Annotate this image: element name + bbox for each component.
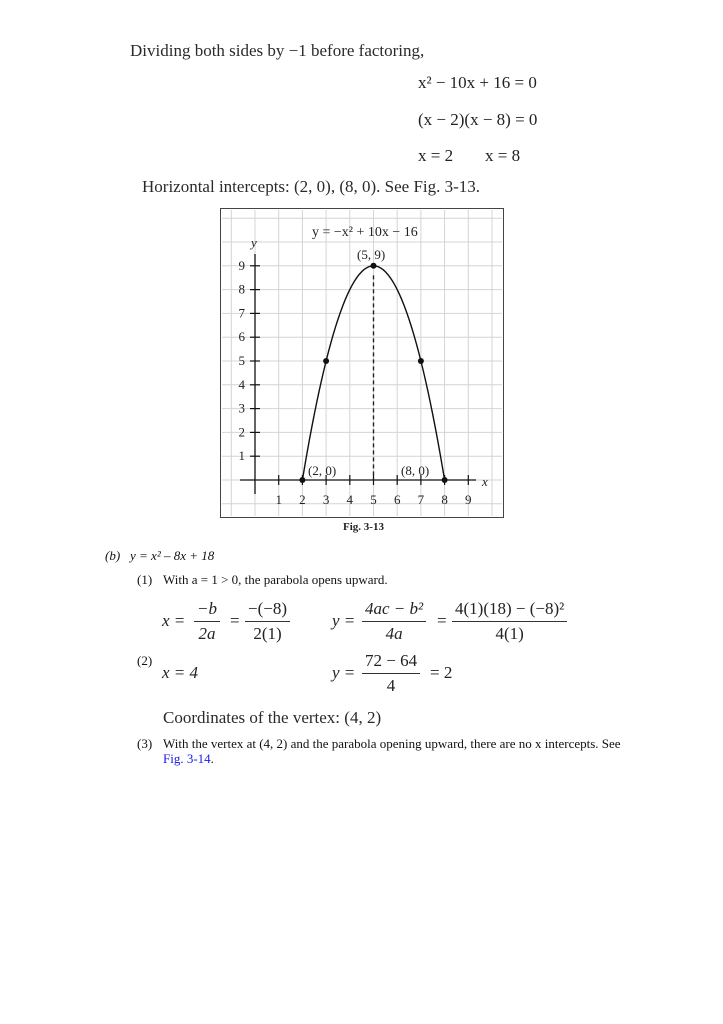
vertex-coordinates: Coordinates of the vertex: (4, 2): [163, 708, 382, 727]
x-tick-label: 5: [370, 492, 377, 507]
x-axis-label: x: [482, 474, 488, 489]
x-fraction-general-denominator: 2a: [198, 624, 216, 643]
y-tick-label: 6: [238, 329, 245, 345]
y-fraction-general-numerator: 4ac − b²: [362, 599, 426, 622]
y-tick-label: 9: [238, 257, 245, 273]
y-fraction-substituted-denominator: 4(1): [495, 624, 524, 643]
x-fraction-substituted: [245, 599, 290, 644]
y-fraction-general-denominator: 4a: [385, 624, 403, 643]
equation-label: y = −x² + 10x − 16: [312, 225, 418, 240]
x-tick-label: 8: [441, 492, 448, 507]
x-lhs: x =: [162, 611, 186, 630]
y-tick-label: 1: [238, 448, 245, 464]
x-tick-label: 4: [346, 492, 354, 507]
x-fraction-substituted-numerator: −(−8): [245, 599, 290, 622]
y-tick-label: 3: [238, 400, 245, 416]
intro-text: Dividing both sides by −1 before factoring,: [130, 41, 425, 60]
x-tick-label: 1: [275, 492, 282, 507]
left-intercept-label: (2, 0): [308, 463, 337, 478]
y-lhs: y =: [332, 611, 356, 630]
curve-point: [323, 358, 329, 364]
y-fraction-evaluated: [362, 651, 420, 696]
y-result: = 2: [430, 663, 453, 682]
y-fraction-substituted: [452, 599, 567, 644]
vertex-label: (5, 9): [357, 247, 386, 262]
x-tick-label: 7: [417, 492, 425, 507]
y-tick-label: 2: [238, 424, 245, 440]
equals-sign: =: [437, 611, 447, 630]
step3-number: (3): [137, 736, 153, 751]
step2-number: (2): [137, 653, 153, 668]
y-axis-label: y: [251, 235, 257, 250]
x-fraction-general: [194, 599, 220, 644]
curve-point: [418, 358, 424, 364]
fig-3-14-link[interactable]: Fig. 3-14: [163, 751, 211, 766]
curve-point: [371, 263, 377, 269]
y-lhs-result: y =: [332, 663, 356, 682]
y-tick-label: 4: [238, 376, 245, 392]
curve-point: [299, 477, 305, 483]
y-fraction-evaluated-numerator: 72 − 64: [362, 651, 420, 674]
solution-x1: x = 2: [418, 146, 454, 165]
part-b-function: y = x² – 8x + 18: [130, 548, 215, 563]
x-fraction-general-numerator: −b: [194, 599, 220, 622]
y-fraction-substituted-numerator: 4(1)(18) − (−8)²: [452, 599, 567, 622]
step3-line2: [163, 751, 214, 767]
y-tick-label: 5: [238, 353, 245, 368]
equation-factored: (x − 2)(x − 8) = 0: [418, 110, 538, 129]
intercepts-text: Horizontal intercepts: (2, 0), (8, 0). See Fig. 3-13.: [142, 177, 481, 196]
step1-text: With a = 1 > 0, the parabola opens upward.: [163, 572, 388, 587]
step3-text: With the vertex at (4, 2) and the parabola opening upward, there are no x intercepts. See: [163, 736, 621, 751]
equals-sign: =: [230, 611, 240, 630]
x-fraction-substituted-denominator: 2(1): [253, 624, 282, 643]
y-tick-label: 7: [238, 305, 245, 321]
x-result: x = 4: [162, 663, 199, 682]
figure-caption: Fig. 3-13: [343, 521, 384, 533]
equation-quadratic: x² − 10x + 16 = 0: [418, 73, 537, 92]
y-fraction-general: [362, 599, 426, 644]
y-fraction-evaluated-denominator: 4: [386, 676, 396, 695]
x-tick-label: 6: [393, 492, 401, 507]
x-tick-label: 9: [465, 492, 472, 507]
step1-number: (1): [137, 572, 153, 587]
curve-point: [442, 477, 448, 483]
right-intercept-label: (8, 0): [401, 463, 430, 478]
x-tick-label: 2: [299, 492, 306, 507]
parabola-figure: [220, 208, 504, 518]
solution-x2: x = 8: [485, 146, 521, 165]
x-tick-label: 3: [322, 492, 330, 507]
part-b-label: (b): [105, 548, 121, 563]
step3-end: .: [210, 751, 214, 766]
y-tick-label: 8: [238, 281, 245, 297]
